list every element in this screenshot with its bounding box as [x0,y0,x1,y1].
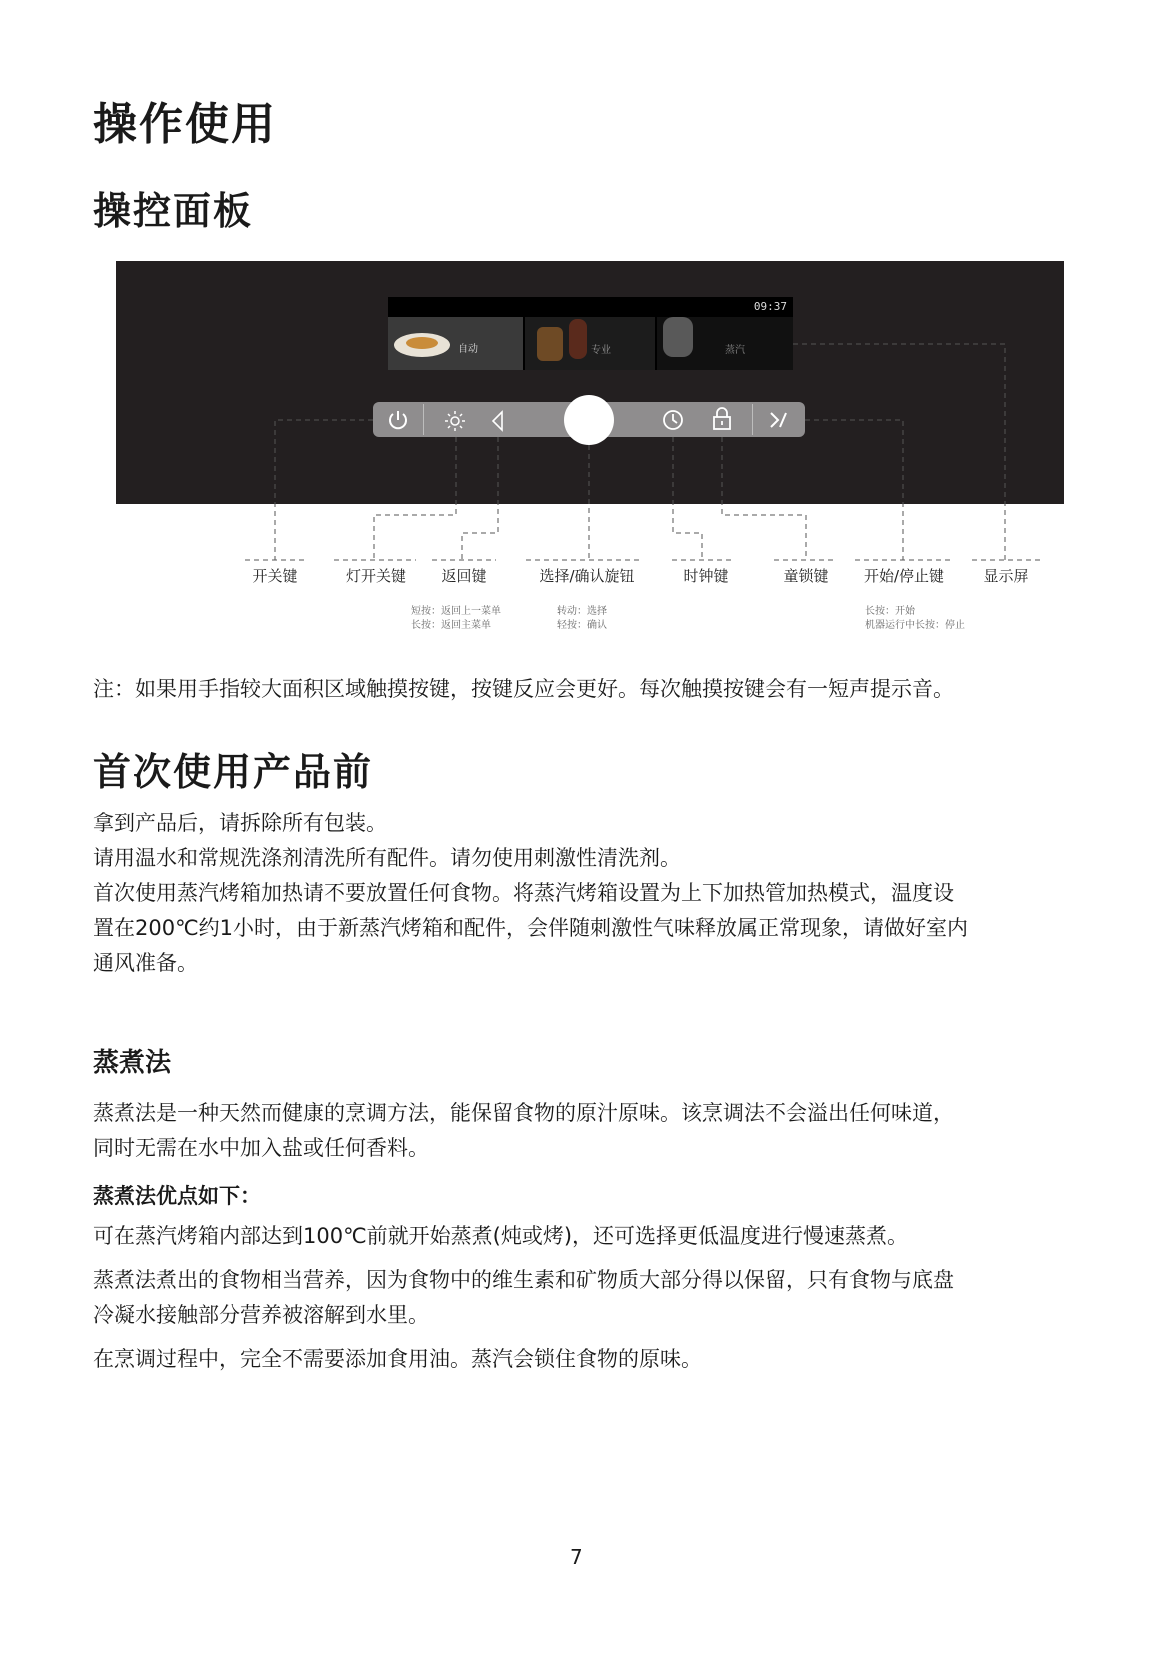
power-icon[interactable] [386,408,410,432]
start-key-hint: 长按：开始 机器运行中长按：停止 [865,606,965,631]
steam-advantage-1: 可在蒸汽烤箱内部达到100℃前就开始蒸煮(炖或烤)，还可选择更低温度进行慢速蒸煮。 [93,1224,909,1248]
label-back-key: 返回键 [441,567,487,585]
back-icon[interactable] [490,410,506,432]
label-display: 显示屏 [983,567,1029,585]
mode-pro-label: 专业 [591,345,611,356]
mode-auto-thumbnail [388,317,523,370]
lock-icon[interactable] [710,406,734,432]
mode-steam-thumbnail [657,317,793,370]
mode-auto-label: 自动 [458,344,478,355]
label-lock-key: 童锁键 [783,567,829,585]
steam-advantage-3: 在烹调过程中，完全不需要添加食用油。蒸汽会锁住食物的原味。 [93,1347,702,1371]
bar-divider [752,404,753,435]
label-clock-key: 时钟键 [683,567,729,585]
clock-icon[interactable] [661,408,685,432]
first-use-paragraph: 拿到产品后，请拆除所有包装。 请用温水和常规洗涤剂清洗所有配件。请勿使用刺激性清洗剂。 首次使用蒸汽烤箱加热请不要放置任何食物。将蒸汽烤箱设置为上下加热管加热模式，温度设 置在200℃约1小时，由于新蒸汽烤箱和配件，会伴随刺激性气味释放属正常现象，请做好室内 通风准备。 [93,811,969,975]
panel-note: 注：如果用手指较大面积区域触摸按键，按键反应会更好。每次触摸按键会有一短声提示音。 [93,677,954,701]
label-knob: 选择/确认旋钮 [539,567,635,585]
mode-pro-thumbnail [525,317,655,370]
light-icon[interactable] [444,410,466,432]
section-title-control-panel: 操控面板 [93,189,254,233]
steam-intro: 蒸煮法是一种天然而健康的烹调方法，能保留食物的原汁原味。该烹调法不会溢出任何味道， 同时无需在水中加入盐或任何香料。 [93,1101,954,1160]
back-key-hint: 短按：返回上一菜单 长按：返回主菜单 [411,606,501,631]
label-start-stop-key: 开始/停止键 [863,567,945,585]
display-screen [388,297,793,370]
mode-steam-label: 蒸汽 [725,345,745,356]
label-light-key: 灯开关键 [345,567,406,585]
knob-hint: 转动：选择 轻按：确认 [557,606,607,631]
select-confirm-knob[interactable] [564,395,614,445]
steam-advantage-2: 蒸煮法煮出的食物相当营养，因为食物中的维生素和矿物质大部分得以保留，只有食物与底盘 冷凝水接触部分营养被溶解到水里。 [93,1268,954,1327]
bar-divider [423,404,424,435]
screen-time: 09:37 [753,300,787,313]
start-stop-icon[interactable] [766,408,790,432]
section-title-operation: 操作使用 [93,99,277,150]
steam-advantages-title: 蒸煮法优点如下： [93,1184,261,1208]
section-title-first-use: 首次使用产品前 [93,750,374,794]
page-number: 7 [570,1545,583,1569]
label-power-key: 开关键 [252,567,298,585]
section-title-steam: 蒸煮法 [93,1048,172,1078]
